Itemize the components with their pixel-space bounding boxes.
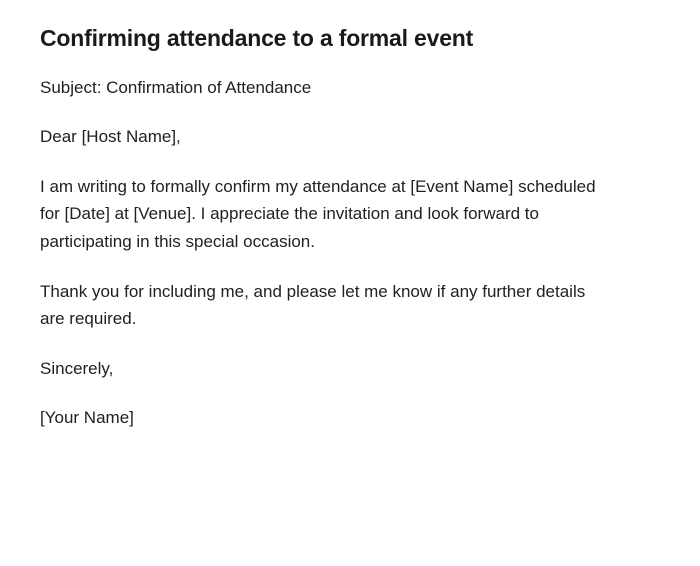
paragraph-signature: [Your Name] [40,408,134,428]
page-title: Confirming attendance to a formal event [40,25,474,51]
paragraph-salutation: Dear [Host Name], [40,127,181,147]
paragraph-subject: Subject: Confirmation of Attendance [40,77,312,97]
paragraph-body-2: Thank you for including me, and please let me know if any further details are required. [40,281,586,329]
paragraph-body-1: I am writing to formally confirm my attendance at [Event Name] scheduled for [Date] at [Venue]. I appreciate the invitation and look forward to participating in this special occasion. [40,176,596,252]
document-body [40,74,660,484]
paragraph-closing: Sincerely, [40,358,114,378]
